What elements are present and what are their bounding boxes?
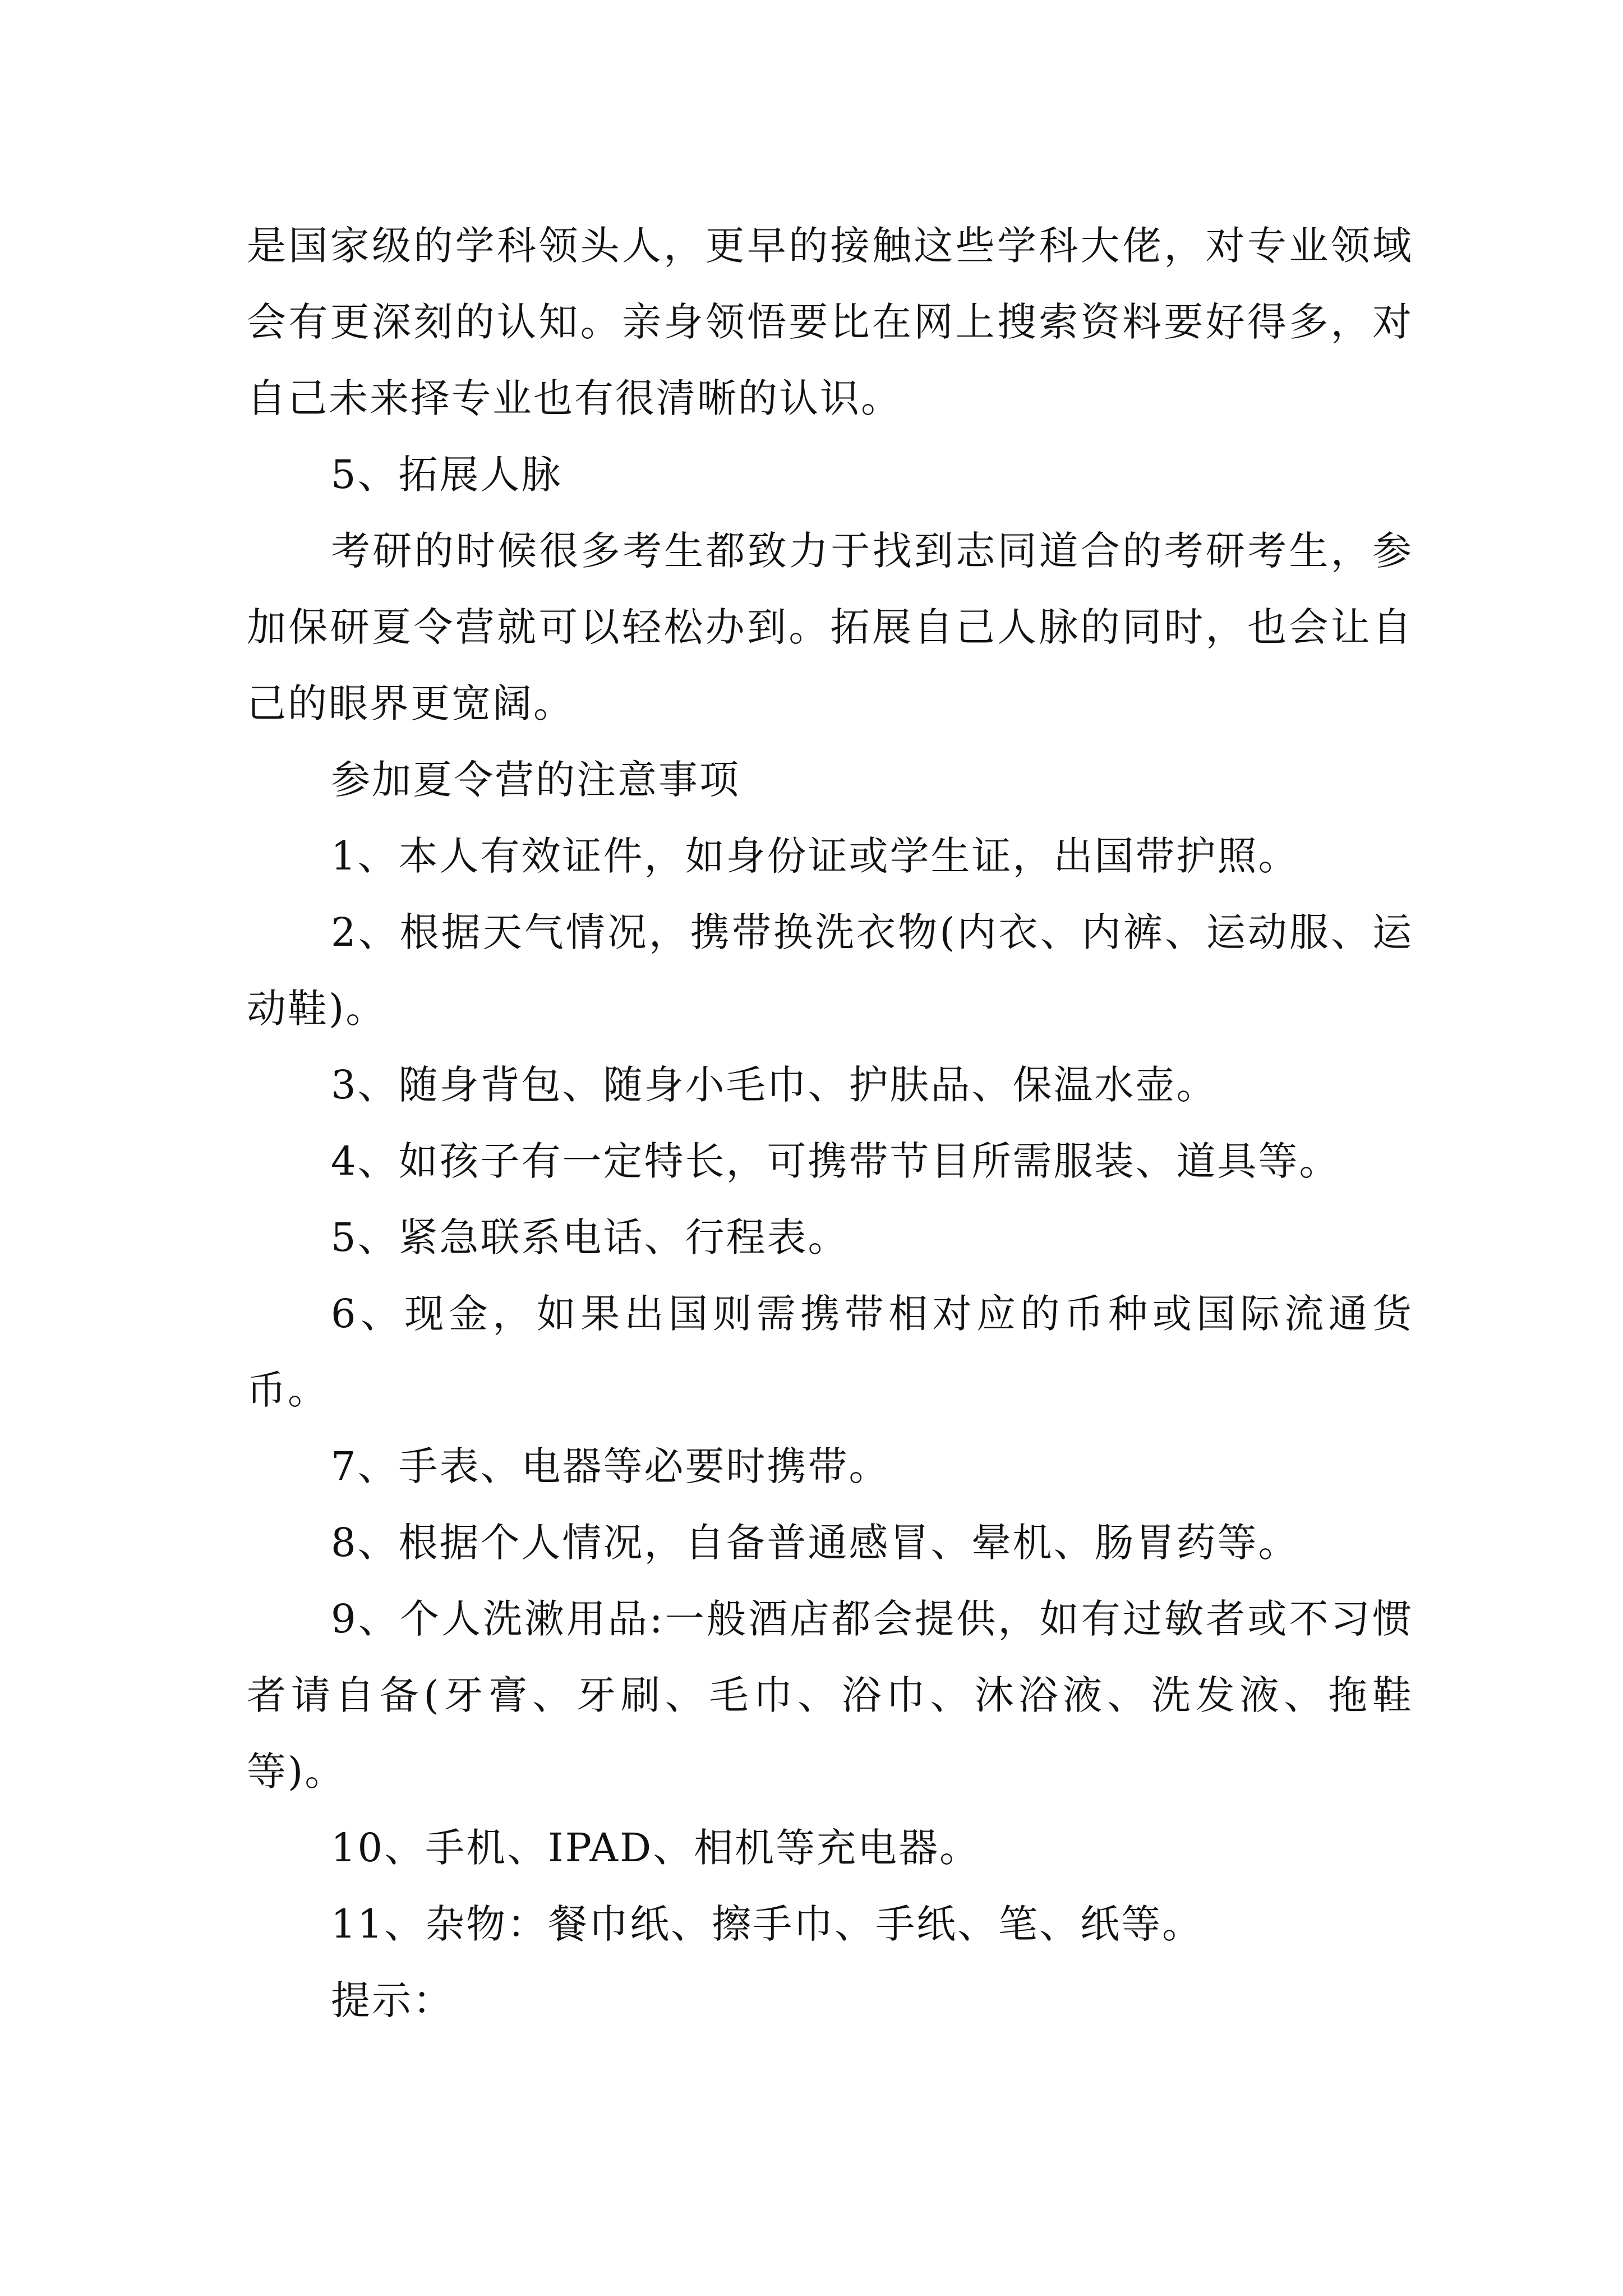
heading-camp-notes: 参加夏令营的注意事项 [331,757,740,803]
list-item-10: 10、手机、IPAD、相机等充电器。 [331,1825,981,1871]
tip-heading: 提示： [331,1977,454,2023]
list-item-11: 11、杂物：餐巾纸、擦手巾、手纸、笔、纸等。 [331,1901,1204,1947]
paragraph-intro-continuation: 是国家级的学科领头人，更早的接触这些学科大佬，对专业领域会有更深刻的认知。亲身领悟要比在网上搜索资料要好得多，对自己未来择专业也有很清晰的认识。 [247,223,1413,421]
list-item-1: 1、本人有效证件，如身份证或学生证，出国带护照。 [331,833,1299,879]
list-item-7: 7、手表、电器等必要时携带。 [331,1443,890,1489]
document-body [247,208,1413,2039]
list-item-4: 4、如孩子有一定特长，可携带节目所需服装、道具等。 [331,1138,1340,1184]
list-item-3: 3、随身背包、随身小毛巾、护肤品、保温水壶。 [331,1062,1218,1108]
list-item-5: 5、紧急联系电话、行程表。 [331,1214,849,1260]
list-item-9: 9、个人洗漱用品:一般酒店都会提供，如有过敏者或不习惯者请自备(牙膏、牙刷、毛巾、浴巾、沐浴液、洗发液、拖鞋等)。 [247,1596,1413,1795]
list-item-2: 2、根据天气情况，携带换洗衣物(内衣、内裤、运动服、运动鞋)。 [247,909,1413,1032]
heading-expand-network: 5、拓展人脉 [331,452,562,498]
list-item-8: 8、根据个人情况，自备普通感冒、晕机、肠胃药等。 [331,1520,1299,1566]
paragraph-expand-network: 考研的时候很多考生都致力于找到志同道合的考研考生，参加保研夏令营就可以轻松办到。拓展自己人脉的同时，也会让自己的眼界更宽阔。 [247,528,1413,726]
list-item-6: 6、现金，如果出国则需携带相对应的币种或国际流通货币。 [247,1291,1413,1413]
